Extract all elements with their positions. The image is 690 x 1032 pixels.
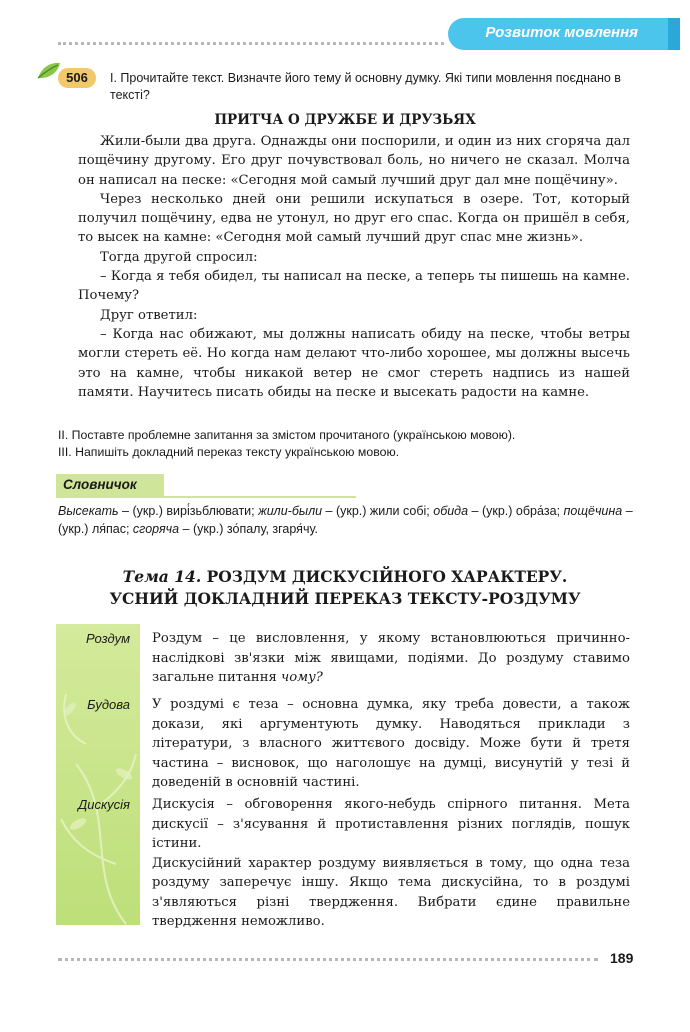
vocabulary-heading-box: [56, 474, 164, 496]
topic-prefix: Тема 14.: [122, 567, 202, 586]
story-paragraph: – Когда я тебя обидел, ты написал на песке, а теперь ты пишешь на камне. Почему?: [78, 269, 630, 304]
vocab-word: пощёчина: [563, 504, 623, 518]
vocab-translation: – (укр.) обра́за;: [468, 504, 564, 518]
story-paragraph: Тогда другой спросил:: [100, 249, 258, 265]
term-budova: Будова: [87, 697, 130, 712]
definition-rozdum: [152, 629, 630, 688]
story-paragraph: Через несколько дней они решили искупаться в озере. Тот, который получил пощёчину, едва не утонул, но друг его спас. Когда он пришёл в себя, то высек на камне: «Сегодня мой самый лучший друг спас мне жизнь».: [78, 191, 630, 246]
vocab-word: обида: [433, 504, 469, 518]
story-paragraph: Жили-были два друга. Однажды они поспорили, и один из них сгоряча дал пощёчину другому. Его друг почувствовал боль, но ничего не сказал. Молча он написал на песке: «Сегодня мой самый лучший друг дал мне пощёчину».: [78, 134, 630, 188]
vocab-word: жили-были: [258, 504, 323, 518]
topic-title: [60, 566, 630, 610]
top-dotted-rule: [58, 42, 444, 45]
definitions-sidebar: [56, 624, 140, 925]
section-tab-edge: [668, 18, 680, 50]
story-text: [78, 132, 630, 402]
vocab-translation: – (укр.) вирі́зьблювати;: [118, 504, 259, 518]
definition-text: Роздум – це висловлення, у якому встановлюються причинно-наслідкові зв'язки між явищами, подіями. До роздуму ставимо загальне питання: [152, 631, 630, 685]
vocab-translation: – (укр.) ля́пас;: [58, 504, 633, 536]
leaf-ornament-icon: [56, 624, 140, 925]
term-dyskusiia: Дискусія: [78, 797, 130, 812]
definition-dyskusiia: [152, 795, 630, 932]
definition-budova: [152, 695, 630, 793]
definition-text: У роздумі є теза – основна думка, яку треба довести, а також докази, які аргументують думку. Наводяться приклади з літератури, з власного життєвого досвіду. Може бути й третя частина – висновок, що наголошує на думці, висунутій у тезі й доведеній в основній частині.: [152, 697, 630, 790]
vocab-word: Высекать: [58, 504, 119, 518]
task-3: III. Напишіть докладний переказ тексту українською мовою.: [58, 445, 400, 459]
task-2: II. Поставте проблемне запитання за змістом прочитаного (українською мовою).: [58, 428, 516, 442]
vocabulary-heading: Словничок: [63, 477, 137, 492]
vocabulary-entries: [58, 502, 638, 538]
definition-emphasis: чому?: [281, 670, 323, 685]
vocab-translation: – (укр.) зо́палу, згаря́чу.: [179, 522, 318, 536]
definition-text: Дискусія – обговорення якого-небудь спірного питання. Мета дискусії – з'ясування й протиставлення різних поглядів, пошук істини.: [152, 797, 630, 851]
section-tab-label: Розвиток мовлення: [485, 24, 638, 41]
topic-line-1: РОЗДУМ ДИСКУСІЙНОГО ХАРАКТЕРУ.: [206, 567, 568, 586]
topic-line-2: УСНИЙ ДОКЛАДНИЙ ПЕРЕКАЗ ТЕКСТУ-РОЗДУМУ: [109, 589, 581, 608]
vocabulary-underline: [56, 496, 356, 498]
bottom-dotted-rule: [58, 958, 598, 961]
story-paragraph: – Когда нас обижают, мы должны написать обиду на песке, чтобы ветры могли стереть её. Но когда нам делают что-либо хорошее, мы должны высечь это на камне, чтобы никакой ветер не смог стереть надпись из нашей памяти. Научитесь писать обиды на песке и высекать радости на камне.: [78, 326, 630, 400]
story-paragraph: Друг ответил:: [100, 307, 198, 323]
exercise-task: І. Прочитайте текст. Визначте його тему й основну думку. Які типи мовлення поєднано в тексті?: [110, 71, 621, 102]
section-tab: [448, 18, 680, 50]
page-number: 189: [610, 950, 634, 966]
vocab-translation: – (укр.) жили собі;: [322, 504, 434, 518]
vocab-word: сгоряча: [132, 522, 180, 536]
term-rozdum: Роздум: [86, 631, 130, 646]
exercise-number: 506: [58, 68, 96, 88]
story-title: ПРИТЧА О ДРУЖБЕ И ДРУЗЬЯХ: [214, 112, 476, 128]
definition-text: Дискусійний характер роздуму виявляється в тому, що одна теза роздуму заперечує іншу. Якщо тема дискусійна, то в роздумі з'являються різні твердження. Вибрати єдине правильне твердження неможливо.: [152, 855, 630, 929]
